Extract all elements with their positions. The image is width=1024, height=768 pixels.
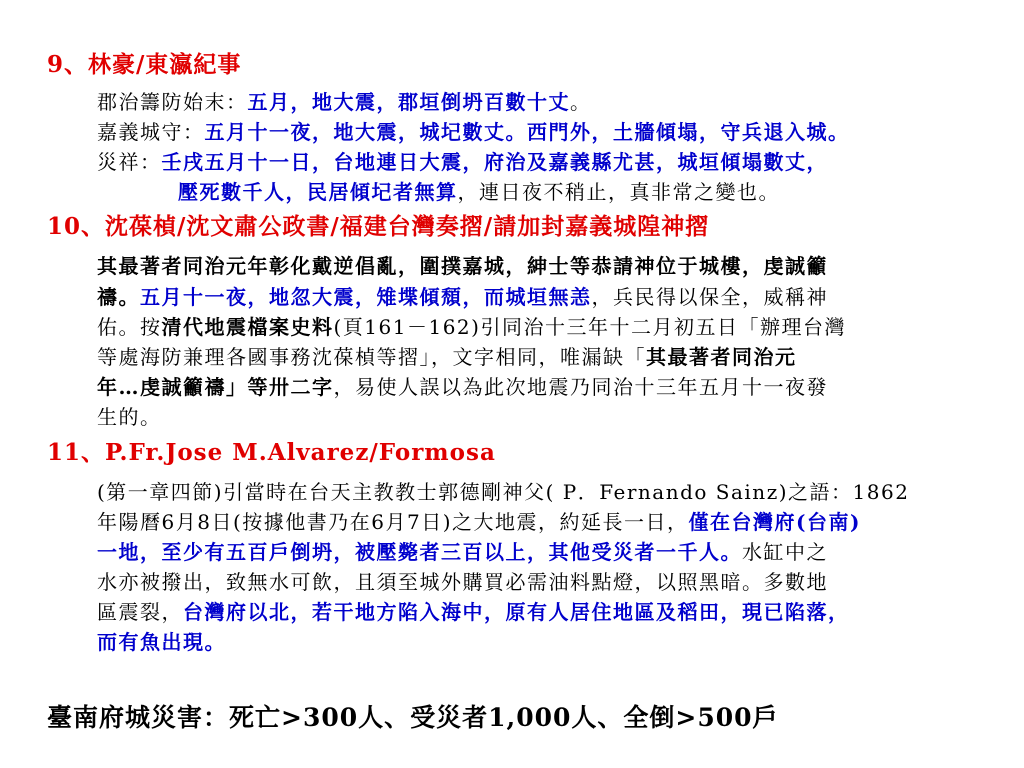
text-span: 郡治籌防始末： <box>97 90 248 114</box>
section-10-heading: 10、沈葆楨/沈文肅公政書/福建台灣奏摺/請加封嘉義城隍神摺 <box>47 213 710 240</box>
highlight-span: 五月，地大震，郡垣倒坍百數十丈 <box>247 90 570 114</box>
section-9-heading: 9、林豪/東瀛紀事 <box>47 51 242 78</box>
text-span: (頁161－162)引同治十三年十二月初五日「辦理台灣 <box>333 315 846 339</box>
text-span: 禱。 <box>97 285 140 309</box>
section-11-line-1: (第一章四節)引當時在台天主教教士郭德剛神父( P．Fernando Sainz)之語：1862 <box>97 480 910 504</box>
text-span: 。 <box>570 90 592 114</box>
bold-span: 年…虔誠籲禱」等卅二字 <box>97 375 334 399</box>
section-11-line-2 <box>97 508 861 536</box>
section-10-line-5 <box>97 373 828 401</box>
highlight-span: 僅在台灣府(台南) <box>688 510 861 534</box>
highlight-span: 台灣府以北，若干地方陷入海中，原有人居住地區及稻田，現已陷落， <box>183 600 850 624</box>
highlight-span: 壬戌五月十一日，台地連日大震，府治及嘉義縣尤甚，城垣傾塌數丈， <box>161 150 828 174</box>
text-span: 水缸中之 <box>742 540 828 564</box>
highlight-span: 五月十一夜，地大震，城圮數丈。西門外，土牆傾塌，守兵退入城。 <box>204 120 850 144</box>
text-span: 佑。按 <box>97 315 162 339</box>
section-10-line-1: 其最著者同治元年彰化戴逆倡亂，圍撲嘉城，紳士等恭請神位于城樓，虔誠籲 <box>97 254 828 278</box>
text-span: 等處海防兼理各國事務沈葆楨等摺」，文字相同，唯漏缺「 <box>97 345 646 369</box>
section-11-line-3 <box>97 538 828 566</box>
section-9-line-2 <box>97 118 850 146</box>
section-11-line-4: 水亦被撥出，致無水可飲，且須至城外購買必需油料點燈，以照黑暗。多數地 <box>97 570 828 594</box>
section-10-line-3 <box>97 313 846 341</box>
text-span: ，兵民得以保全，威稱神 <box>591 285 828 309</box>
section-11-line-5 <box>97 598 850 626</box>
section-10-line-4 <box>97 343 797 371</box>
section-11-heading: 11、P.Fr.Jose M.Alvarez/Formosa <box>47 439 496 466</box>
text-span: ，易使人誤以為此次地震乃同治十三年五月十一夜發 <box>333 375 828 399</box>
text-span: 區震裂， <box>97 600 183 624</box>
text-span: 災祥： <box>97 150 162 174</box>
section-9-line-1 <box>97 88 592 116</box>
text-span: 年陽曆6月8日(按據他書乃在6月7日)之大地震，約延長一日， <box>97 510 689 534</box>
summary-line: 臺南府城災害：死亡>300人、受災者1,000人、全倒>500戶 <box>47 703 779 732</box>
section-9-line-3 <box>97 148 828 176</box>
highlight-span: 五月十一夜，地忽大震，雉堞傾頹，而城垣無恙 <box>140 285 592 309</box>
section-10-line-6: 生的。 <box>97 405 162 429</box>
highlight-span: 壓死數千人，民居傾圮者無算 <box>178 180 458 204</box>
section-11-line-6: 而有魚出現。 <box>97 630 226 654</box>
text-span: ，連日夜不稍止，真非常之變也。 <box>457 180 780 204</box>
bold-span: 清代地震檔案史料 <box>161 315 334 339</box>
bold-span: 其最著者同治元 <box>646 345 797 369</box>
section-10-line-2 <box>97 283 828 311</box>
text-span: 嘉義城守： <box>97 120 205 144</box>
highlight-span: 一地，至少有五百戶倒坍，被壓斃者三百以上，其他受災者一千人。 <box>97 540 742 564</box>
section-9-line-4 <box>178 178 780 206</box>
